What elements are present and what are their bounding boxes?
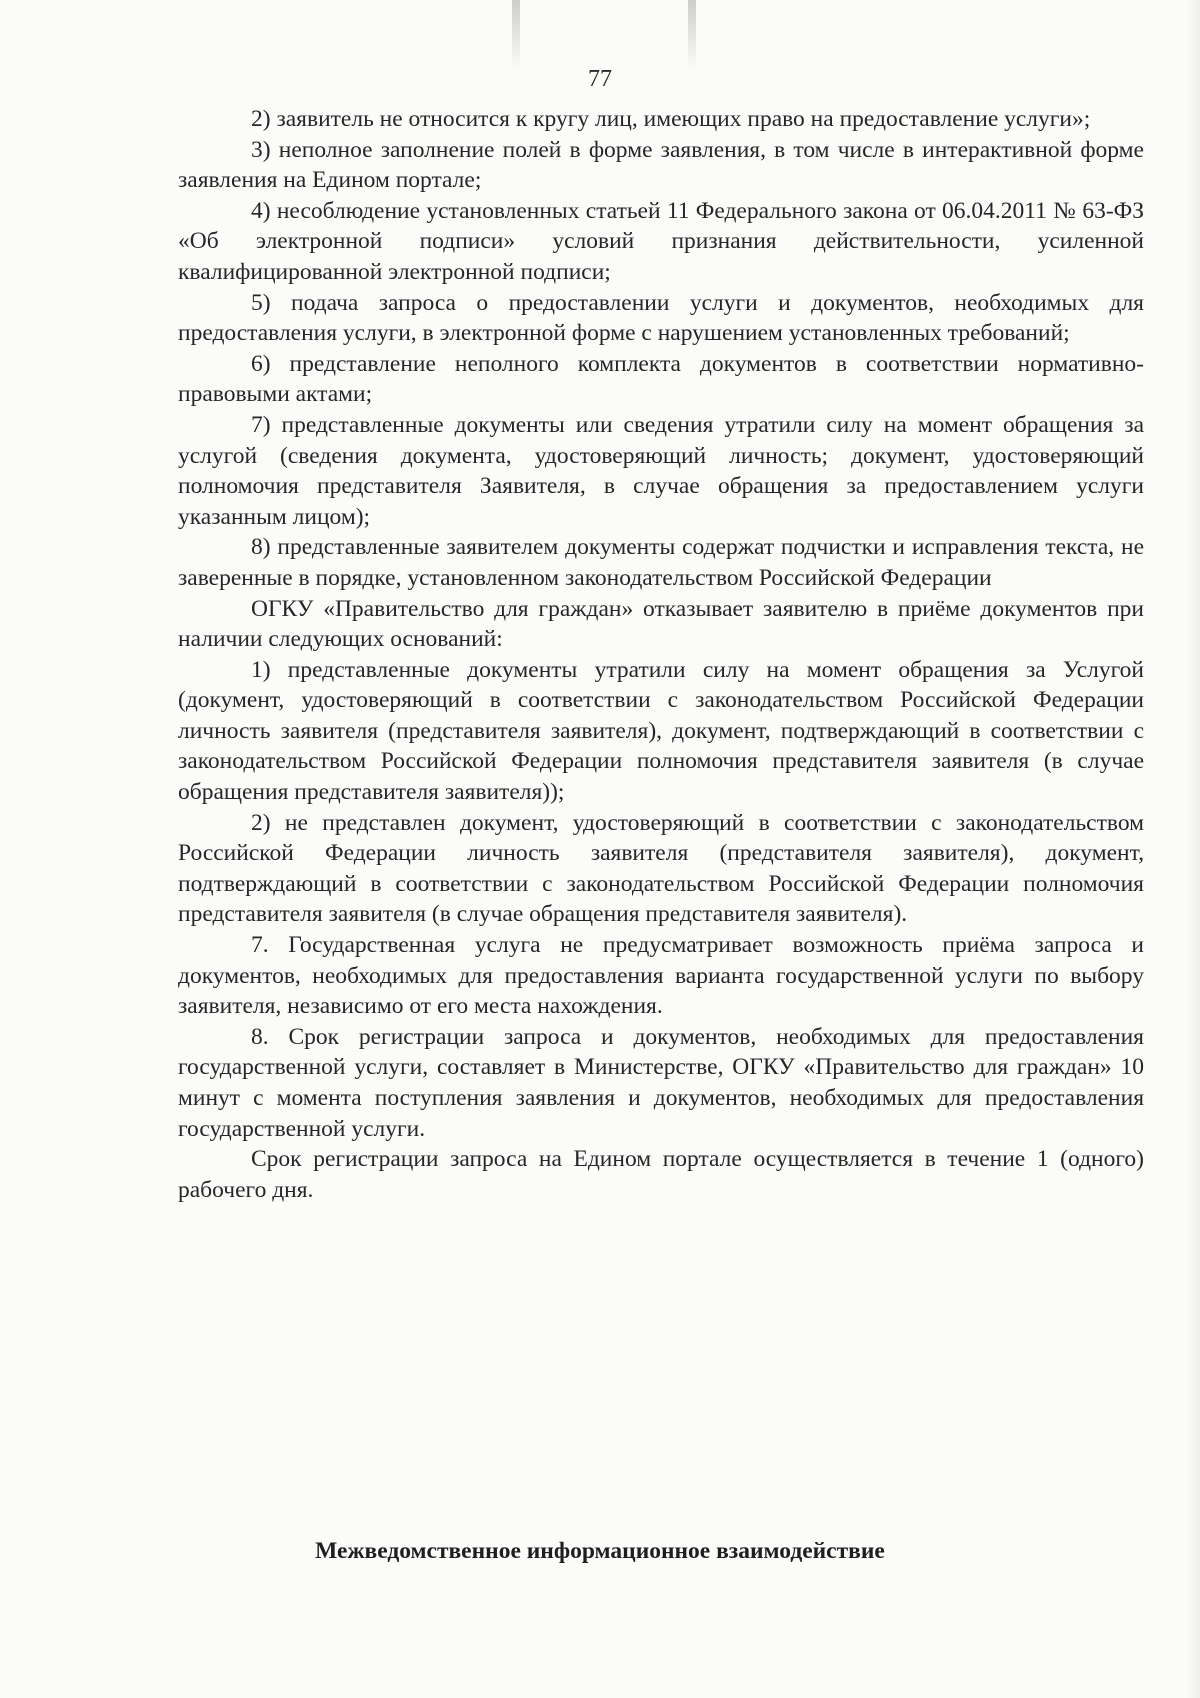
paragraph: 5) подача запроса о предоставлении услуги и документов, необходимых для предоставления услуги, в электронной форме с нарушением установленных требований;	[178, 289, 1144, 347]
paragraph: 8) представленные заявителем документы содержат подчистки и исправления текста, не заверенные в порядке, установленном законодательством Российской Федерации	[178, 534, 1144, 591]
page-number: 77	[588, 66, 612, 92]
paragraph: 1) представленные документы утратили силу на момент обращения за Услугой (документ, удостоверяющий в соответствии с законодательством Российской Федерации личность заявителя (представителя заявителя), документ, подтверждающий в соответствии с законодательством Российской Федерации полномочия представителя заявителя (в случае обращения представителя заявителя));	[178, 656, 1144, 806]
scan-artifact	[512, 0, 520, 70]
paragraph: Срок регистрации запроса на Едином портале осуществляется в течение 1 (одного) рабочего дня.	[178, 1146, 1144, 1203]
paragraph: 7. Государственная услуга не предусматривает возможность приёма запроса и документов, необходимых для предоставления варианта государственной услуги по выбору заявителя, независимо от его места нахождения.	[178, 932, 1144, 1020]
paragraph: 7) представленные документы или сведения утратили силу на момент обращения за услугой (сведения документа, удостоверяющий личность; документ, удостоверяющий полномочия представителя Заявителя, в случае обращения за предоставлением услуги указанным лицом);	[178, 411, 1144, 530]
section-heading: Межведомственное информационное взаимодействие	[315, 1538, 885, 1564]
paragraph: 2) заявитель не относится к кругу лиц, имеющих право на предоставление услуги»;	[251, 106, 1091, 132]
paragraph: 3) неполное заполнение полей в форме заявления, в том числе в интерактивной форме заявления на Едином портале;	[178, 136, 1144, 194]
paragraph: 2) не представлен документ, удостоверяющий в соответствии с законодательством Российской Федерации личность заявителя (представителя заявителя), документ, подтверждающий в соответствии с законодательством Российской Федерации полномочия представителя заявителя (в случае обращения представителя заявителя).	[178, 809, 1144, 928]
paragraph: 8. Срок регистрации запроса и документов, необходимых для предоставления государственной услуги, составляет в Министерстве, ОГКУ «Правительство для граждан» 10 минут с момента поступления заявления и документов, необходимых для предоставления государственной услуги.	[178, 1023, 1144, 1142]
scan-artifact	[688, 0, 696, 70]
paragraph: 4) несоблюдение установленных статьей 11 Федерального закона от 06.04.2011 № 63-ФЗ «Об электронной подписи» условий признания действительности, усиленной квалифицированной электронной подписи;	[178, 197, 1144, 285]
paragraph: ОГКУ «Правительство для граждан» отказывает заявителю в приёме документов при наличии следующих оснований:	[178, 595, 1144, 653]
scan-edge-shadow	[1186, 0, 1200, 1698]
paragraph: 6) представление неполного комплекта документов в соответствии нормативно-правовыми актами;	[178, 350, 1144, 408]
document-body	[178, 104, 1144, 1205]
